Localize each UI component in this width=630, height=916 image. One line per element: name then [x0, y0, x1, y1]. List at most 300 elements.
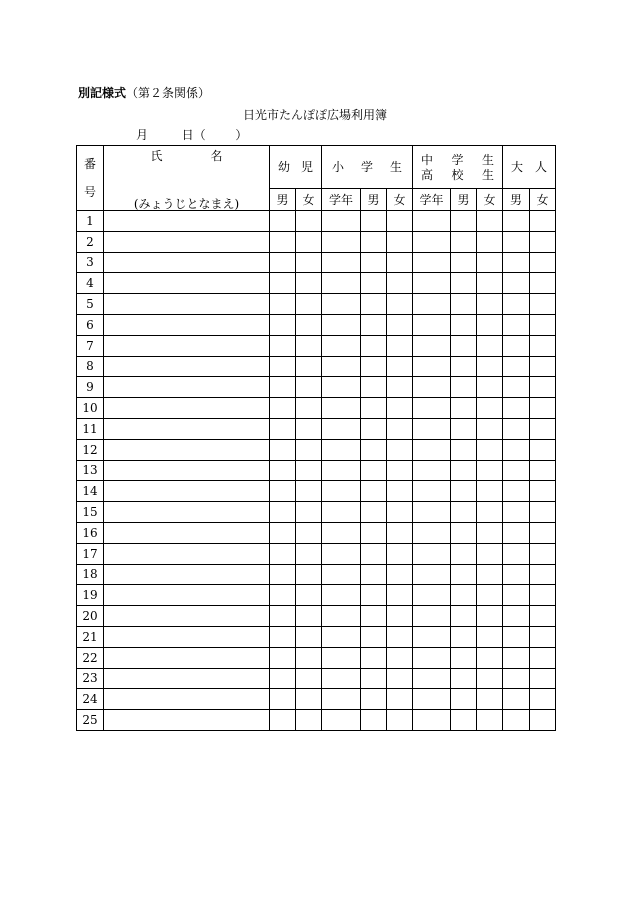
table-row	[77, 231, 556, 252]
count-cell[interactable]	[503, 294, 530, 315]
count-cell[interactable]	[387, 231, 413, 252]
count-cell[interactable]	[361, 647, 387, 668]
count-cell[interactable]	[477, 231, 503, 252]
count-cell[interactable]	[530, 606, 556, 627]
count-cell[interactable]	[296, 273, 322, 294]
row-number: 10	[77, 398, 104, 419]
name-cell[interactable]	[104, 335, 270, 356]
count-cell[interactable]	[530, 211, 556, 232]
count-cell[interactable]	[451, 647, 477, 668]
count-cell[interactable]	[322, 356, 361, 377]
count-cell[interactable]	[413, 460, 451, 481]
count-cell[interactable]	[503, 314, 530, 335]
count-cell[interactable]	[477, 606, 503, 627]
count-cell[interactable]	[387, 564, 413, 585]
count-cell[interactable]	[296, 439, 322, 460]
count-cell[interactable]	[503, 689, 530, 710]
count-cell[interactable]	[477, 689, 503, 710]
count-cell[interactable]	[477, 439, 503, 460]
name-cell[interactable]	[104, 439, 270, 460]
name-cell[interactable]	[104, 377, 270, 398]
count-cell[interactable]	[413, 211, 451, 232]
count-cell[interactable]	[503, 564, 530, 585]
count-cell[interactable]	[413, 606, 451, 627]
count-cell[interactable]	[361, 626, 387, 647]
count-cell[interactable]	[270, 481, 296, 502]
count-cell[interactable]	[413, 689, 451, 710]
count-cell[interactable]	[503, 252, 530, 273]
count-cell[interactable]	[387, 481, 413, 502]
count-cell[interactable]	[530, 647, 556, 668]
count-cell[interactable]	[322, 398, 361, 419]
count-cell[interactable]	[477, 502, 503, 523]
count-cell[interactable]	[387, 606, 413, 627]
name-cell[interactable]	[104, 356, 270, 377]
count-cell[interactable]	[451, 543, 477, 564]
row-number: 11	[77, 418, 104, 439]
count-cell[interactable]	[361, 585, 387, 606]
count-cell[interactable]	[296, 522, 322, 543]
count-cell[interactable]	[451, 356, 477, 377]
count-cell[interactable]	[503, 377, 530, 398]
count-cell[interactable]	[296, 564, 322, 585]
count-cell[interactable]	[361, 211, 387, 232]
count-cell[interactable]	[322, 502, 361, 523]
count-cell[interactable]	[322, 626, 361, 647]
count-cell[interactable]	[413, 252, 451, 273]
count-cell[interactable]	[296, 502, 322, 523]
count-cell[interactable]	[503, 211, 530, 232]
count-cell[interactable]	[503, 502, 530, 523]
count-cell[interactable]	[270, 668, 296, 689]
count-cell[interactable]	[530, 356, 556, 377]
count-cell[interactable]	[270, 606, 296, 627]
group-adult-char-1: 大	[511, 160, 524, 175]
count-cell[interactable]	[451, 689, 477, 710]
count-cell[interactable]	[503, 522, 530, 543]
count-cell[interactable]	[477, 294, 503, 315]
count-cell[interactable]	[270, 585, 296, 606]
count-cell[interactable]	[530, 335, 556, 356]
count-cell[interactable]	[413, 668, 451, 689]
count-cell[interactable]	[477, 668, 503, 689]
count-cell[interactable]	[477, 481, 503, 502]
count-cell[interactable]	[296, 231, 322, 252]
count-cell[interactable]	[530, 564, 556, 585]
row-number: 21	[77, 626, 104, 647]
count-cell[interactable]	[322, 335, 361, 356]
count-cell[interactable]	[451, 606, 477, 627]
table-row	[77, 585, 556, 606]
count-cell[interactable]	[322, 377, 361, 398]
name-cell[interactable]	[104, 211, 270, 232]
count-cell[interactable]	[477, 564, 503, 585]
count-cell[interactable]	[361, 543, 387, 564]
count-cell[interactable]	[451, 710, 477, 731]
count-cell[interactable]	[477, 522, 503, 543]
count-cell[interactable]	[477, 377, 503, 398]
count-cell[interactable]	[503, 585, 530, 606]
count-cell[interactable]	[270, 564, 296, 585]
count-cell[interactable]	[361, 522, 387, 543]
count-cell[interactable]	[413, 710, 451, 731]
count-cell[interactable]	[451, 439, 477, 460]
table-row	[77, 273, 556, 294]
count-cell[interactable]	[477, 585, 503, 606]
count-cell[interactable]	[503, 460, 530, 481]
count-cell[interactable]	[503, 710, 530, 731]
count-cell[interactable]	[361, 564, 387, 585]
count-cell[interactable]	[387, 647, 413, 668]
count-cell[interactable]	[270, 689, 296, 710]
count-cell[interactable]	[387, 668, 413, 689]
count-cell[interactable]	[451, 273, 477, 294]
count-cell[interactable]	[451, 314, 477, 335]
count-cell[interactable]	[296, 377, 322, 398]
name-cell[interactable]	[104, 543, 270, 564]
count-cell[interactable]	[413, 522, 451, 543]
count-cell[interactable]	[322, 314, 361, 335]
count-cell[interactable]	[387, 689, 413, 710]
count-cell[interactable]	[296, 543, 322, 564]
name-cell[interactable]	[104, 481, 270, 502]
count-cell[interactable]	[270, 377, 296, 398]
group-junior-high	[413, 146, 503, 189]
count-cell[interactable]	[387, 294, 413, 315]
count-cell[interactable]	[530, 418, 556, 439]
count-cell[interactable]	[530, 585, 556, 606]
row-number: 12	[77, 439, 104, 460]
count-cell[interactable]	[361, 335, 387, 356]
count-cell[interactable]	[530, 273, 556, 294]
count-cell[interactable]	[530, 398, 556, 419]
count-cell[interactable]	[296, 398, 322, 419]
count-cell[interactable]	[477, 398, 503, 419]
count-cell[interactable]	[296, 626, 322, 647]
count-cell[interactable]	[322, 689, 361, 710]
count-cell[interactable]	[477, 543, 503, 564]
count-cell[interactable]	[530, 252, 556, 273]
count-cell[interactable]	[270, 522, 296, 543]
count-cell[interactable]	[413, 398, 451, 419]
count-cell[interactable]	[530, 481, 556, 502]
number-header-char-1: 番	[83, 157, 96, 171]
count-cell[interactable]	[296, 356, 322, 377]
subhead-infant-male: 男	[270, 189, 296, 211]
count-cell[interactable]	[530, 439, 556, 460]
count-cell[interactable]	[503, 273, 530, 294]
count-cell[interactable]	[296, 335, 322, 356]
count-cell[interactable]	[322, 481, 361, 502]
count-cell[interactable]	[322, 294, 361, 315]
count-cell[interactable]	[270, 543, 296, 564]
count-cell[interactable]	[413, 231, 451, 252]
count-cell[interactable]	[530, 294, 556, 315]
count-cell[interactable]	[361, 377, 387, 398]
count-cell[interactable]	[322, 543, 361, 564]
count-cell[interactable]	[387, 273, 413, 294]
count-cell[interactable]	[387, 314, 413, 335]
count-cell[interactable]	[270, 314, 296, 335]
count-cell[interactable]	[477, 211, 503, 232]
count-cell[interactable]	[361, 668, 387, 689]
count-cell[interactable]	[296, 460, 322, 481]
count-cell[interactable]	[413, 564, 451, 585]
count-cell[interactable]	[477, 460, 503, 481]
count-cell[interactable]	[503, 439, 530, 460]
count-cell[interactable]	[451, 418, 477, 439]
count-cell[interactable]	[451, 211, 477, 232]
count-cell[interactable]	[503, 398, 530, 419]
count-cell[interactable]	[503, 418, 530, 439]
count-cell[interactable]	[361, 710, 387, 731]
name-cell[interactable]	[104, 585, 270, 606]
count-cell[interactable]	[361, 398, 387, 419]
name-cell[interactable]	[104, 294, 270, 315]
count-cell[interactable]	[361, 439, 387, 460]
count-cell[interactable]	[270, 211, 296, 232]
count-cell[interactable]	[361, 460, 387, 481]
name-cell[interactable]	[104, 273, 270, 294]
count-cell[interactable]	[477, 335, 503, 356]
count-cell[interactable]	[387, 626, 413, 647]
count-cell[interactable]	[361, 231, 387, 252]
count-cell[interactable]	[387, 377, 413, 398]
count-cell[interactable]	[361, 418, 387, 439]
count-cell[interactable]	[296, 710, 322, 731]
name-cell[interactable]	[104, 668, 270, 689]
count-cell[interactable]	[387, 522, 413, 543]
count-cell[interactable]	[387, 710, 413, 731]
count-cell[interactable]	[413, 273, 451, 294]
count-cell[interactable]	[413, 418, 451, 439]
group-adult-char-2: 人	[534, 160, 547, 175]
count-cell[interactable]	[530, 543, 556, 564]
count-cell[interactable]	[477, 273, 503, 294]
count-cell[interactable]	[530, 710, 556, 731]
count-cell[interactable]	[270, 356, 296, 377]
count-cell[interactable]	[296, 647, 322, 668]
count-cell[interactable]	[477, 252, 503, 273]
count-cell[interactable]	[270, 294, 296, 315]
count-cell[interactable]	[413, 439, 451, 460]
count-cell[interactable]	[451, 564, 477, 585]
count-cell[interactable]	[477, 418, 503, 439]
count-cell[interactable]	[477, 314, 503, 335]
count-cell[interactable]	[413, 585, 451, 606]
count-cell[interactable]	[503, 647, 530, 668]
count-cell[interactable]	[322, 231, 361, 252]
count-cell[interactable]	[296, 585, 322, 606]
count-cell[interactable]	[413, 502, 451, 523]
count-cell[interactable]	[270, 252, 296, 273]
count-cell[interactable]	[361, 356, 387, 377]
count-cell[interactable]	[530, 377, 556, 398]
count-cell[interactable]	[530, 502, 556, 523]
name-cell[interactable]	[104, 647, 270, 668]
count-cell[interactable]	[503, 231, 530, 252]
count-cell[interactable]	[387, 585, 413, 606]
count-cell[interactable]	[322, 710, 361, 731]
subhead-adult-female: 女	[530, 189, 556, 211]
name-cell[interactable]	[104, 502, 270, 523]
count-cell[interactable]	[413, 647, 451, 668]
count-cell[interactable]	[322, 273, 361, 294]
group-jh-top-1: 中	[421, 152, 434, 167]
count-cell[interactable]	[451, 252, 477, 273]
count-cell[interactable]	[503, 626, 530, 647]
group-elementary-char-3: 生	[389, 160, 402, 175]
count-cell[interactable]	[387, 502, 413, 523]
count-cell[interactable]	[451, 668, 477, 689]
row-number: 22	[77, 647, 104, 668]
count-cell[interactable]	[387, 335, 413, 356]
name-cell[interactable]	[104, 564, 270, 585]
count-cell[interactable]	[322, 564, 361, 585]
count-cell[interactable]	[451, 398, 477, 419]
count-cell[interactable]	[503, 356, 530, 377]
count-cell[interactable]	[270, 398, 296, 419]
count-cell[interactable]	[270, 231, 296, 252]
count-cell[interactable]	[296, 481, 322, 502]
count-cell[interactable]	[503, 481, 530, 502]
count-cell[interactable]	[270, 273, 296, 294]
count-cell[interactable]	[296, 294, 322, 315]
count-cell[interactable]	[530, 522, 556, 543]
count-cell[interactable]	[413, 356, 451, 377]
count-cell[interactable]	[530, 460, 556, 481]
count-cell[interactable]	[322, 460, 361, 481]
count-cell[interactable]	[413, 335, 451, 356]
table-row	[77, 398, 556, 419]
count-cell[interactable]	[413, 626, 451, 647]
name-cell[interactable]	[104, 710, 270, 731]
count-cell[interactable]	[530, 668, 556, 689]
count-cell[interactable]	[503, 606, 530, 627]
count-cell[interactable]	[322, 252, 361, 273]
count-cell[interactable]	[387, 211, 413, 232]
count-cell[interactable]	[296, 314, 322, 335]
count-cell[interactable]	[322, 439, 361, 460]
table-row	[77, 522, 556, 543]
count-cell[interactable]	[451, 522, 477, 543]
count-cell[interactable]	[322, 668, 361, 689]
name-cell[interactable]	[104, 231, 270, 252]
count-cell[interactable]	[477, 710, 503, 731]
count-cell[interactable]	[296, 252, 322, 273]
count-cell[interactable]	[387, 543, 413, 564]
name-cell[interactable]	[104, 626, 270, 647]
name-cell[interactable]	[104, 689, 270, 710]
count-cell[interactable]	[451, 460, 477, 481]
row-number: 14	[77, 481, 104, 502]
count-cell[interactable]	[361, 273, 387, 294]
count-cell[interactable]	[530, 689, 556, 710]
count-cell[interactable]	[361, 502, 387, 523]
count-cell[interactable]	[296, 606, 322, 627]
count-cell[interactable]	[387, 398, 413, 419]
count-cell[interactable]	[530, 231, 556, 252]
count-cell[interactable]	[361, 314, 387, 335]
count-cell[interactable]	[270, 439, 296, 460]
count-cell[interactable]	[361, 606, 387, 627]
count-cell[interactable]	[451, 335, 477, 356]
name-cell[interactable]	[104, 252, 270, 273]
name-cell[interactable]	[104, 460, 270, 481]
count-cell[interactable]	[270, 335, 296, 356]
name-cell[interactable]	[104, 418, 270, 439]
count-cell[interactable]	[477, 626, 503, 647]
count-cell[interactable]	[477, 356, 503, 377]
count-cell[interactable]	[270, 460, 296, 481]
count-cell[interactable]	[451, 377, 477, 398]
count-cell[interactable]	[387, 252, 413, 273]
count-cell[interactable]	[322, 211, 361, 232]
count-cell[interactable]	[296, 668, 322, 689]
count-cell[interactable]	[477, 647, 503, 668]
count-cell[interactable]	[387, 418, 413, 439]
count-cell[interactable]	[503, 668, 530, 689]
count-cell[interactable]	[270, 647, 296, 668]
count-cell[interactable]	[322, 606, 361, 627]
count-cell[interactable]	[361, 689, 387, 710]
count-cell[interactable]	[361, 294, 387, 315]
count-cell[interactable]	[451, 231, 477, 252]
count-cell[interactable]	[270, 502, 296, 523]
count-cell[interactable]	[451, 502, 477, 523]
count-cell[interactable]	[270, 710, 296, 731]
count-cell[interactable]	[322, 647, 361, 668]
name-cell[interactable]	[104, 522, 270, 543]
count-cell[interactable]	[296, 211, 322, 232]
name-cell[interactable]	[104, 398, 270, 419]
count-cell[interactable]	[322, 418, 361, 439]
count-cell[interactable]	[530, 314, 556, 335]
count-cell[interactable]	[296, 689, 322, 710]
count-cell[interactable]	[387, 356, 413, 377]
count-cell[interactable]	[387, 439, 413, 460]
count-cell[interactable]	[451, 626, 477, 647]
name-cell[interactable]	[104, 606, 270, 627]
count-cell[interactable]	[361, 481, 387, 502]
row-number: 1	[77, 211, 104, 232]
group-jh-bottom-1: 高	[421, 167, 434, 182]
count-cell[interactable]	[503, 543, 530, 564]
count-cell[interactable]	[530, 626, 556, 647]
count-cell[interactable]	[413, 314, 451, 335]
count-cell[interactable]	[451, 481, 477, 502]
count-cell[interactable]	[322, 585, 361, 606]
count-cell[interactable]	[270, 418, 296, 439]
group-adult	[503, 146, 556, 189]
count-cell[interactable]	[361, 252, 387, 273]
count-cell[interactable]	[451, 585, 477, 606]
count-cell[interactable]	[413, 294, 451, 315]
count-cell[interactable]	[270, 626, 296, 647]
row-number: 23	[77, 668, 104, 689]
count-cell[interactable]	[322, 522, 361, 543]
count-cell[interactable]	[451, 294, 477, 315]
table-row	[77, 626, 556, 647]
count-cell[interactable]	[296, 418, 322, 439]
name-cell[interactable]	[104, 314, 270, 335]
count-cell[interactable]	[413, 377, 451, 398]
usage-log-table	[76, 145, 556, 731]
count-cell[interactable]	[387, 460, 413, 481]
count-cell[interactable]	[413, 481, 451, 502]
count-cell[interactable]	[503, 335, 530, 356]
count-cell[interactable]	[413, 543, 451, 564]
